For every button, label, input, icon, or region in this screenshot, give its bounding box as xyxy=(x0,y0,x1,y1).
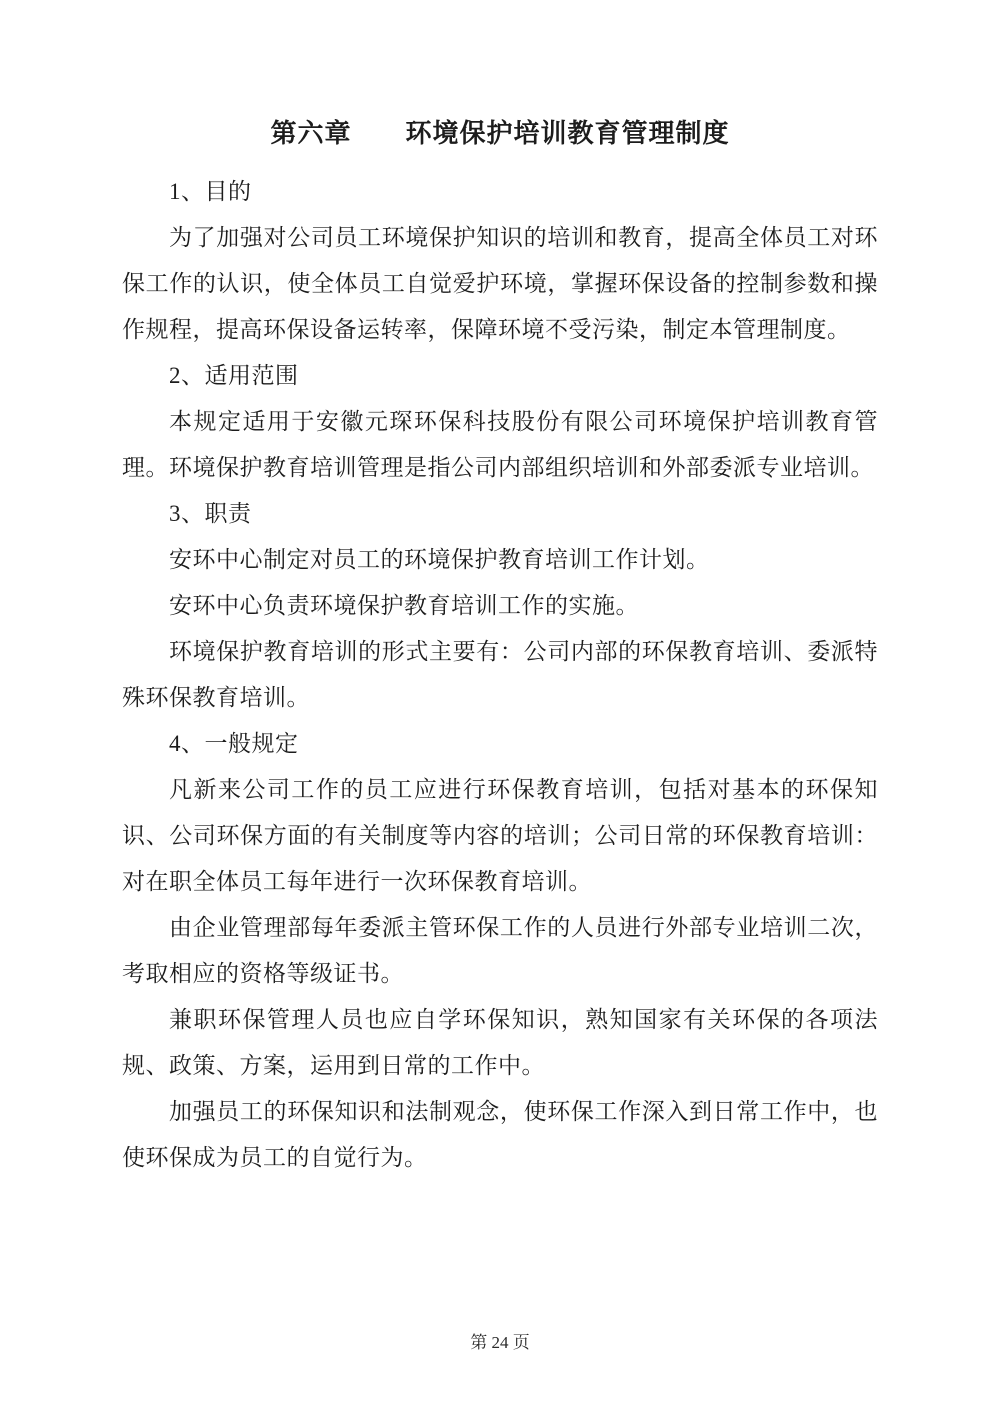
body-line: 使环保成为员工的自觉行为。 xyxy=(122,1145,428,1170)
body-line: 为了加强对公司员工环境保护知识的培训和教育，提高全体员工对环 xyxy=(169,225,878,250)
body-line: 兼职环保管理人员也应自学环保知识，熟知国家有关环保的各项法 xyxy=(169,1007,878,1032)
page-number-text: 第 24 页 xyxy=(470,1333,530,1352)
paragraph xyxy=(122,767,878,905)
paragraph xyxy=(122,1089,878,1181)
document-body xyxy=(122,169,878,1181)
body-line: 理。环境保护教育培训管理是指公司内部组织培训和外部委派专业培训。 xyxy=(122,455,874,480)
body-line: 由企业管理部每年委派主管环保工作的人员进行外部专业培训二次， xyxy=(169,915,878,940)
paragraph xyxy=(122,399,878,491)
document-title: 第六章 环境保护培训教育管理制度 xyxy=(270,118,730,148)
paragraph xyxy=(122,491,878,537)
paragraph xyxy=(122,905,878,997)
page-footer xyxy=(0,1328,1000,1358)
body-line: 1、目的 xyxy=(169,179,252,204)
paragraph xyxy=(122,353,878,399)
body-line: 殊环保教育培训。 xyxy=(122,685,310,710)
paragraph xyxy=(122,721,878,767)
body-line: 安环中心负责环境保护教育培训工作的实施。 xyxy=(169,593,639,618)
body-line: 对在职全体员工每年进行一次环保教育培训。 xyxy=(122,869,592,894)
body-line: 本规定适用于安徽元琛环保科技股份有限公司环境保护培训教育管 xyxy=(169,409,878,434)
paragraph xyxy=(122,629,878,721)
paragraph xyxy=(122,215,878,353)
paragraph xyxy=(122,583,878,629)
body-line: 作规程，提高环保设备运转率，保障环境不受污染，制定本管理制度。 xyxy=(122,317,851,342)
body-line: 安环中心制定对员工的环境保护教育培训工作计划。 xyxy=(169,547,710,572)
document-content xyxy=(122,110,878,1181)
body-line: 识、公司环保方面的有关制度等内容的培训；公司日常的环保教育培训： xyxy=(122,823,878,848)
body-line: 环境保护教育培训的形式主要有：公司内部的环保教育培训、委派特 xyxy=(169,639,878,664)
body-line: 保工作的认识，使全体员工自觉爱护环境，掌握环保设备的控制参数和操 xyxy=(122,271,878,296)
body-line: 3、职责 xyxy=(169,501,252,526)
body-line: 2、适用范围 xyxy=(169,363,299,388)
paragraph xyxy=(122,997,878,1089)
body-line: 4、一般规定 xyxy=(169,731,299,756)
body-line: 考取相应的资格等级证书。 xyxy=(122,961,404,986)
body-line: 规、政策、方案，运用到日常的工作中。 xyxy=(122,1053,545,1078)
body-line: 凡新来公司工作的员工应进行环保教育培训，包括对基本的环保知 xyxy=(169,777,878,802)
paragraph xyxy=(122,169,878,215)
paragraph xyxy=(122,537,878,583)
body-line: 加强员工的环保知识和法制观念，使环保工作深入到日常工作中，也 xyxy=(169,1099,878,1124)
